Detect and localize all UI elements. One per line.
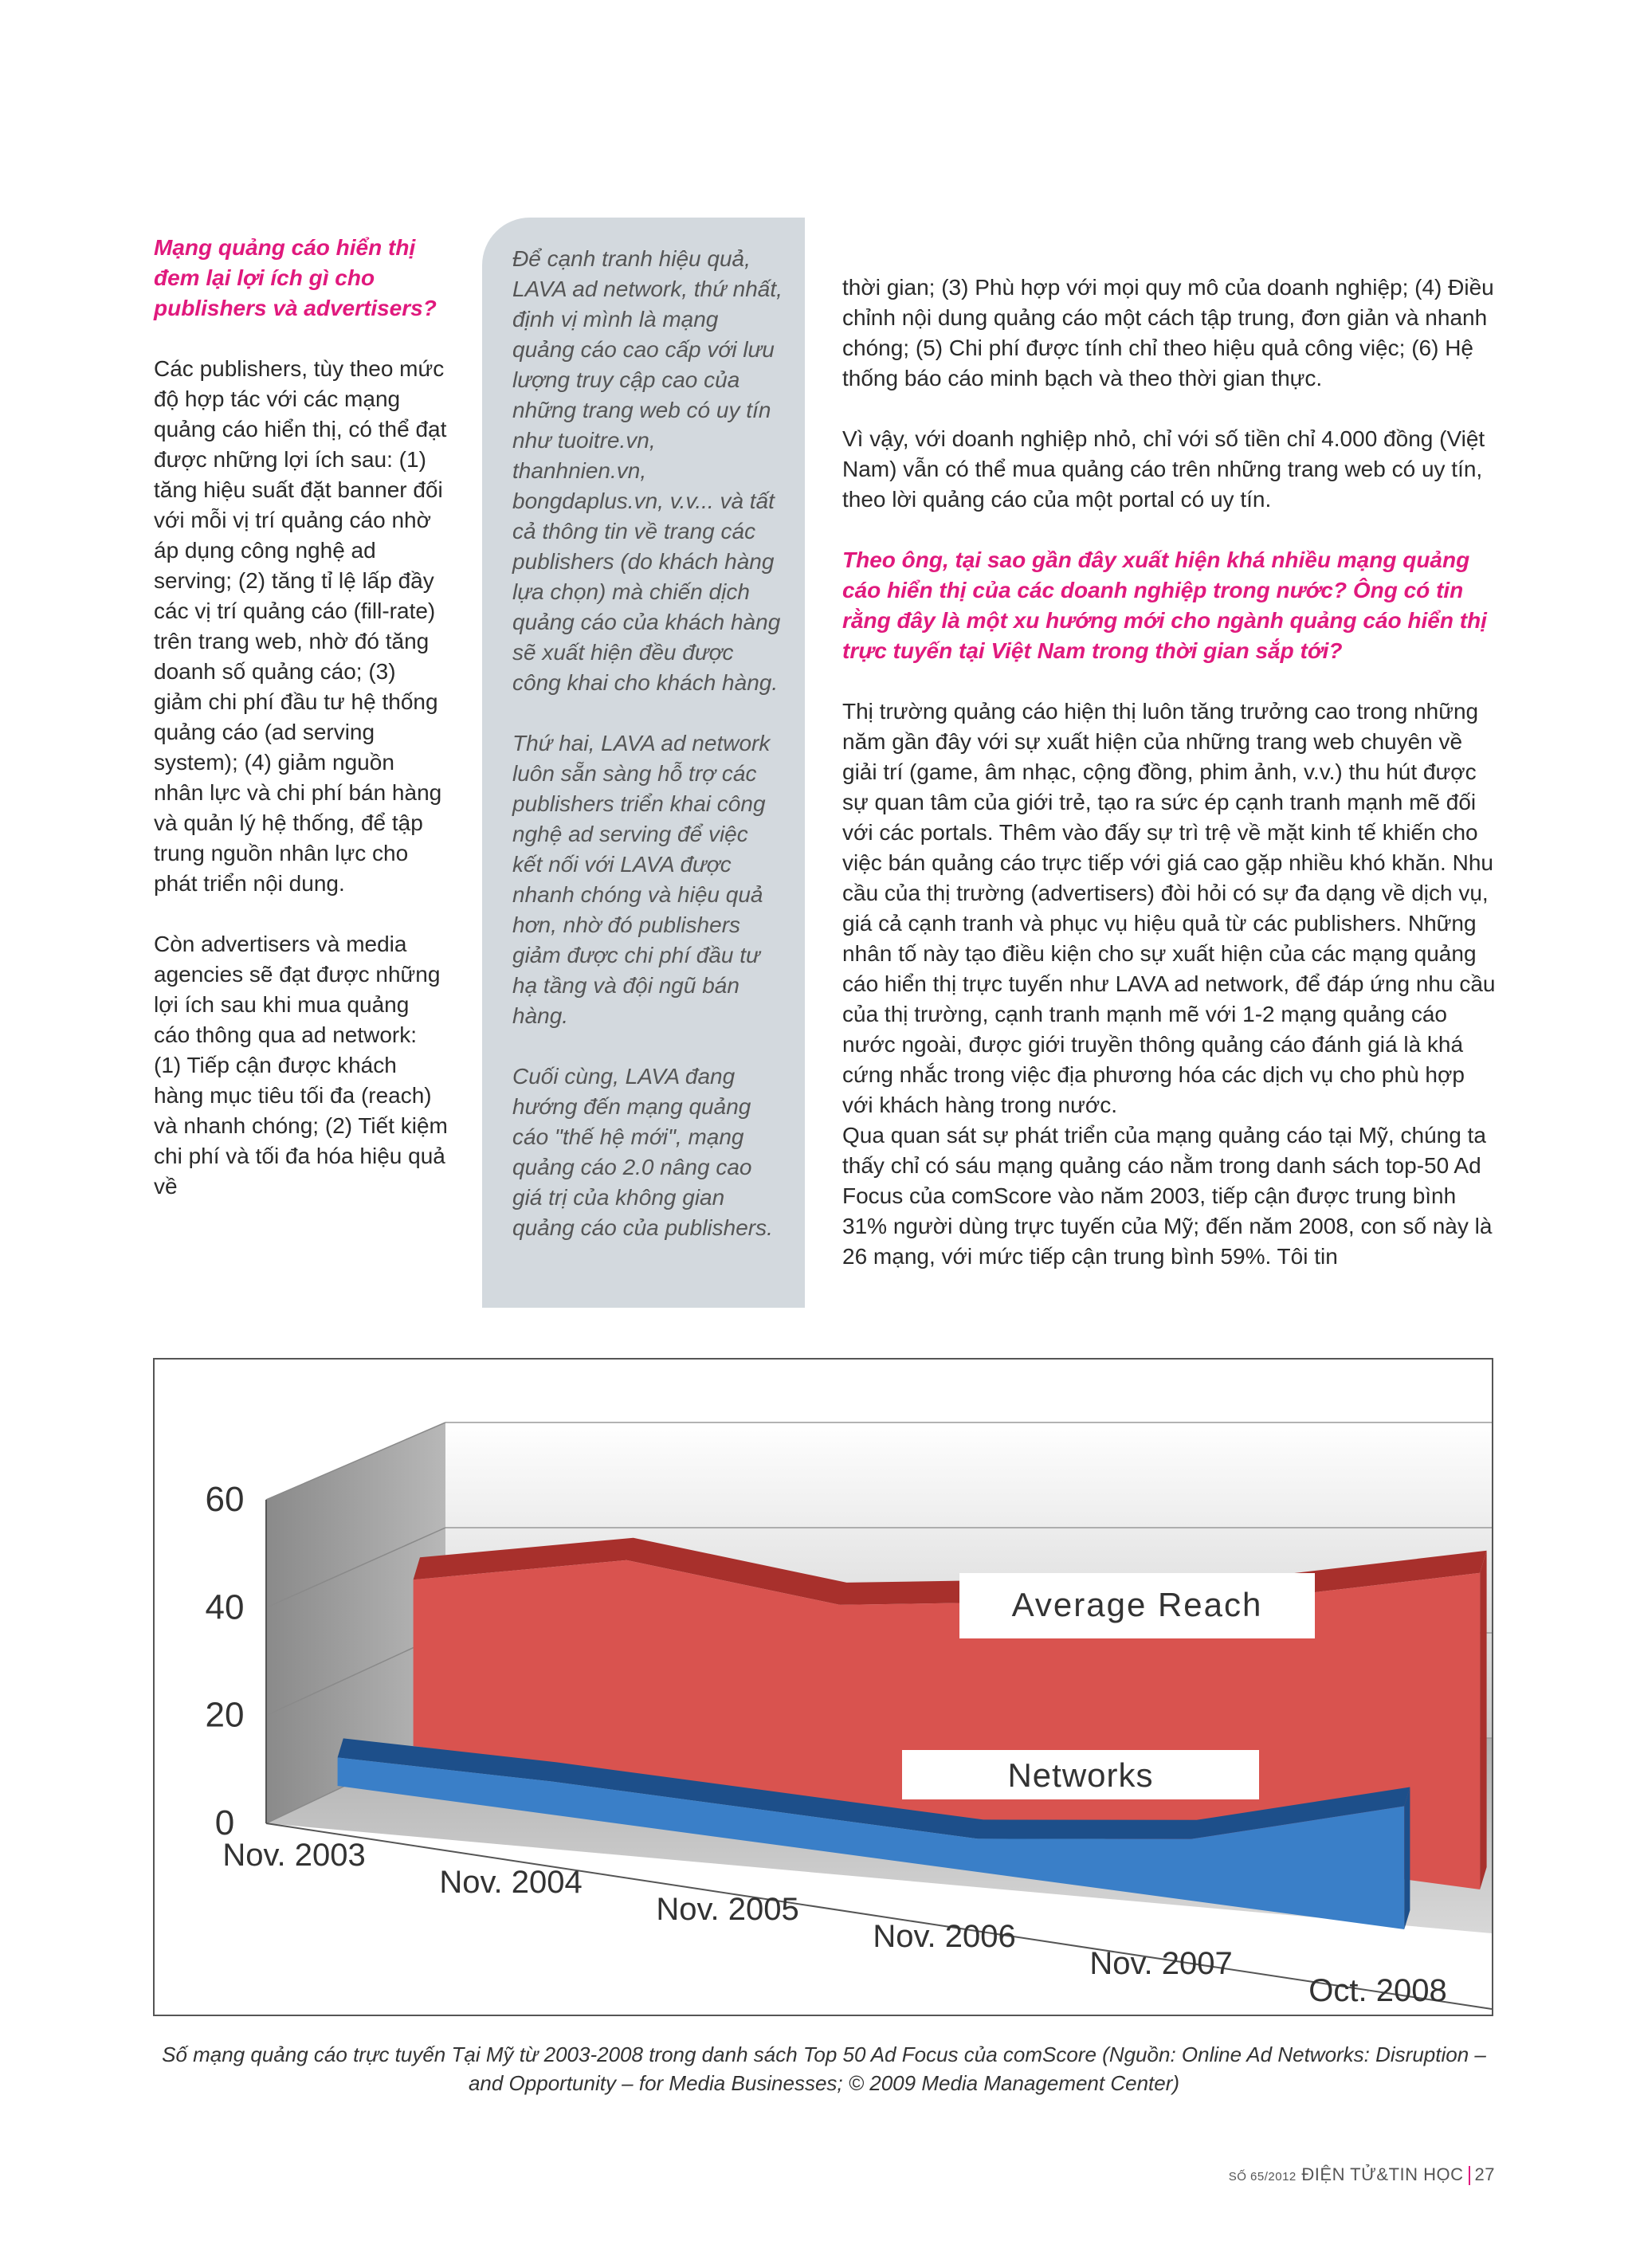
sidebar-paragraph-2: Thứ hai, LAVA ad network luôn sẵn sàng hỗ trợ các publishers triển khai công nghệ ad serving để việc kết nối với LAVA được nhanh chóng và hiệu quả hơn, nhờ đó publishers giảm được chi phí đầu tư hạ tầng và đội ngũ bán hàng. (512, 731, 771, 1028)
y-tick-label: 60 (205, 1480, 245, 1519)
right-paragraph-3: Thị trường quảng cáo hiện thị luôn tăng trưởng cao trong những năm gần đây với sự xuất hiện của những trang web chuyên về giải trí (game, âm nhạc, cộng đồng, phim ảnh, v.v.) thu hút được sự quan tâm của giới trẻ, tạo ra sức ép cạnh tranh mạnh mẽ đối với các portals. Thêm vào đấy sự trì trệ về mặt kinh tế khiến cho việc bán quảng cáo trực tiếp với giá cao gặp nhiều khó khăn. Nhu cầu của thị trường (advertisers) đòi hỏi có sự đa dạng về dịch vụ, giá cả cạnh tranh và phục vụ hiệu quả từ các publishers. Những nhân tố này tạo điều kiện cho sự xuất hiện của các mạng quảng cáo hiển thị trực tuyến như LAVA ad network, để đáp ứng nhu cầu của thị trường, cạnh tranh mạnh mẽ với 1-2 mạng quảng cáo nước ngoài, được giới truyền thông quảng cáo đánh giá là khá cứng nhắc trong việc địa phương hóa các dịch vụ cho phù hợp với khách hàng trong nước. (842, 699, 1496, 1117)
y-tick-label: 20 (205, 1695, 245, 1735)
y-tick-labels (206, 1480, 245, 1842)
x-tick-label: Oct. 2008 (1308, 1973, 1447, 2008)
footer-page-number: 27 (1474, 2164, 1495, 2184)
right-heading: Theo ông, tại sao gần đây xuất hiện khá nhiều mạng quảng cáo hiển thị của các doanh nghiệp trong nước? Ông có tin rằng đây là một xu hướng mới cho ngành quảng cáo hiển thị trực tuyến tại Việt Nam trong thời gian sắp tới? (842, 547, 1487, 663)
sidebar-text (512, 244, 783, 1243)
left-paragraph-2: Còn advertisers và media agencies sẽ đạt được những lợi ích sau khi mua quảng cáo thông qua ad network: (1) Tiếp cận được khách hàng mục tiêu tối đa (reach) và nhanh chóng; (2) Tiết kiệm chi phí và tối đa hóa hiệu quả về (154, 932, 448, 1199)
y-tick-label: 0 (214, 1803, 235, 1842)
right-paragraph-1: thời gian; (3) Phù hợp với mọi quy mô của doanh nghiệp; (4) Điều chỉnh nội dung quảng cáo một cách tập trung, đơn giản và nhanh chóng; (5) Chi phí được tính chỉ theo hiệu quả công việc; (6) Hệ thống báo cáo minh bạch và theo thời gian thực. (842, 275, 1494, 390)
legend-average-reach: Average Reach (1011, 1586, 1263, 1623)
chart-frame (153, 1358, 1493, 2016)
left-heading: Mạng quảng cáo hiển thị đem lại lợi ích gì cho publishers và advertisers? (154, 235, 437, 320)
sidebar-paragraph-3: Cuối cùng, LAVA đang hướng đến mạng quảng cáo "thế hệ mới", mạng quảng cáo 2.0 nâng cao giá trị của không gian quảng cáo của publishers. (512, 1064, 773, 1240)
x-tick-label: Nov. 2005 (656, 1892, 799, 1927)
sidebar-paragraph-1: Để cạnh tranh hiệu quả, LAVA ad network, thứ nhất, định vị mình là mạng quảng cáo cao cấp với lưu lượng truy cập cao của những trang web có uy tín như tuoitre.vn, thanhnien.vn, bongdaplus.vn, v.v... và tất cả thông tin về trang các publishers (do khách hàng lựa chọn) mà chiến dịch quảng cáo của khách hàng sẽ xuất hiện đều được công khai cho khách hàng. (512, 246, 783, 695)
right-paragraph-4: Qua quan sát sự phát triển của mạng quảng cáo tại Mỹ, chúng ta thấy chỉ có sáu mạng quảng cáo nằm trong danh sách top-50 Ad Focus của comScore vào năm 2003, tiếp cận được trung bình 31% người dùng trực tuyến của Mỹ; đến năm 2008, con số này là 26 mạng, với mức tiếp cận trung bình 59%. Tôi tin (842, 1123, 1493, 1269)
footer-magazine: ĐIỆN TỬ&TIN HỌC (1301, 2164, 1464, 2184)
series-end-cap (1404, 1787, 1410, 1929)
x-tick-label: Nov. 2007 (1089, 1946, 1233, 1981)
footer-issue: SỐ 65/2012 (1228, 2170, 1297, 2184)
left-paragraph-1: Các publishers, tùy theo mức độ hợp tác với các mạng quảng cáo hiển thị, có thể đạt được những lợi ích sau: (1) tăng hiệu suất đặt banner đối với mỗi vị trí quảng cáo nhờ áp dụng công nghệ ad serving; (2) tăng tỉ lệ lấp đầy các vị trí quảng cáo (fill-rate) trên trang web, nhờ đó tăng doanh số quảng cáo; (3) giảm chi phí đầu tư hệ thống quảng cáo (ad serving system); (4) giảm nguồn nhân lực và chi phí bán hàng và quản lý hệ thống, để tập trung nguồn nhân lực cho phát triển nội dung. (154, 356, 447, 896)
figure-caption: Số mạng quảng cáo trực tuyến Tại Mỹ từ 2003-2008 trong danh sách Top 50 Ad Focus của comScore (Nguồn: Online Ad Networks: Disruption – and Opportunity – for Media Businesses; © 2009 Media Management Center) (162, 2042, 1486, 2095)
y-tick-label: 40 (205, 1587, 245, 1627)
x-tick-label: Nov. 2006 (873, 1919, 1016, 1954)
x-tick-label: Nov. 2003 (222, 1838, 366, 1873)
right-column (842, 273, 1496, 1272)
left-column (154, 233, 449, 1202)
series-end-cap (1480, 1551, 1486, 1889)
footer-divider (1469, 2166, 1470, 2185)
area-chart (155, 1360, 1492, 2015)
right-paragraph-2: Vì vậy, với doanh nghiệp nhỏ, chỉ với số tiền chỉ 4.000 đồng (Việt Nam) vẫn có thể mua quảng cáo trên những trang web có uy tín, theo lời quảng cáo của một portal có uy tín. (842, 426, 1485, 512)
legend-networks: Networks (1007, 1756, 1154, 1794)
page-footer (1229, 2164, 1495, 2185)
x-tick-label: Nov. 2004 (439, 1865, 583, 1900)
